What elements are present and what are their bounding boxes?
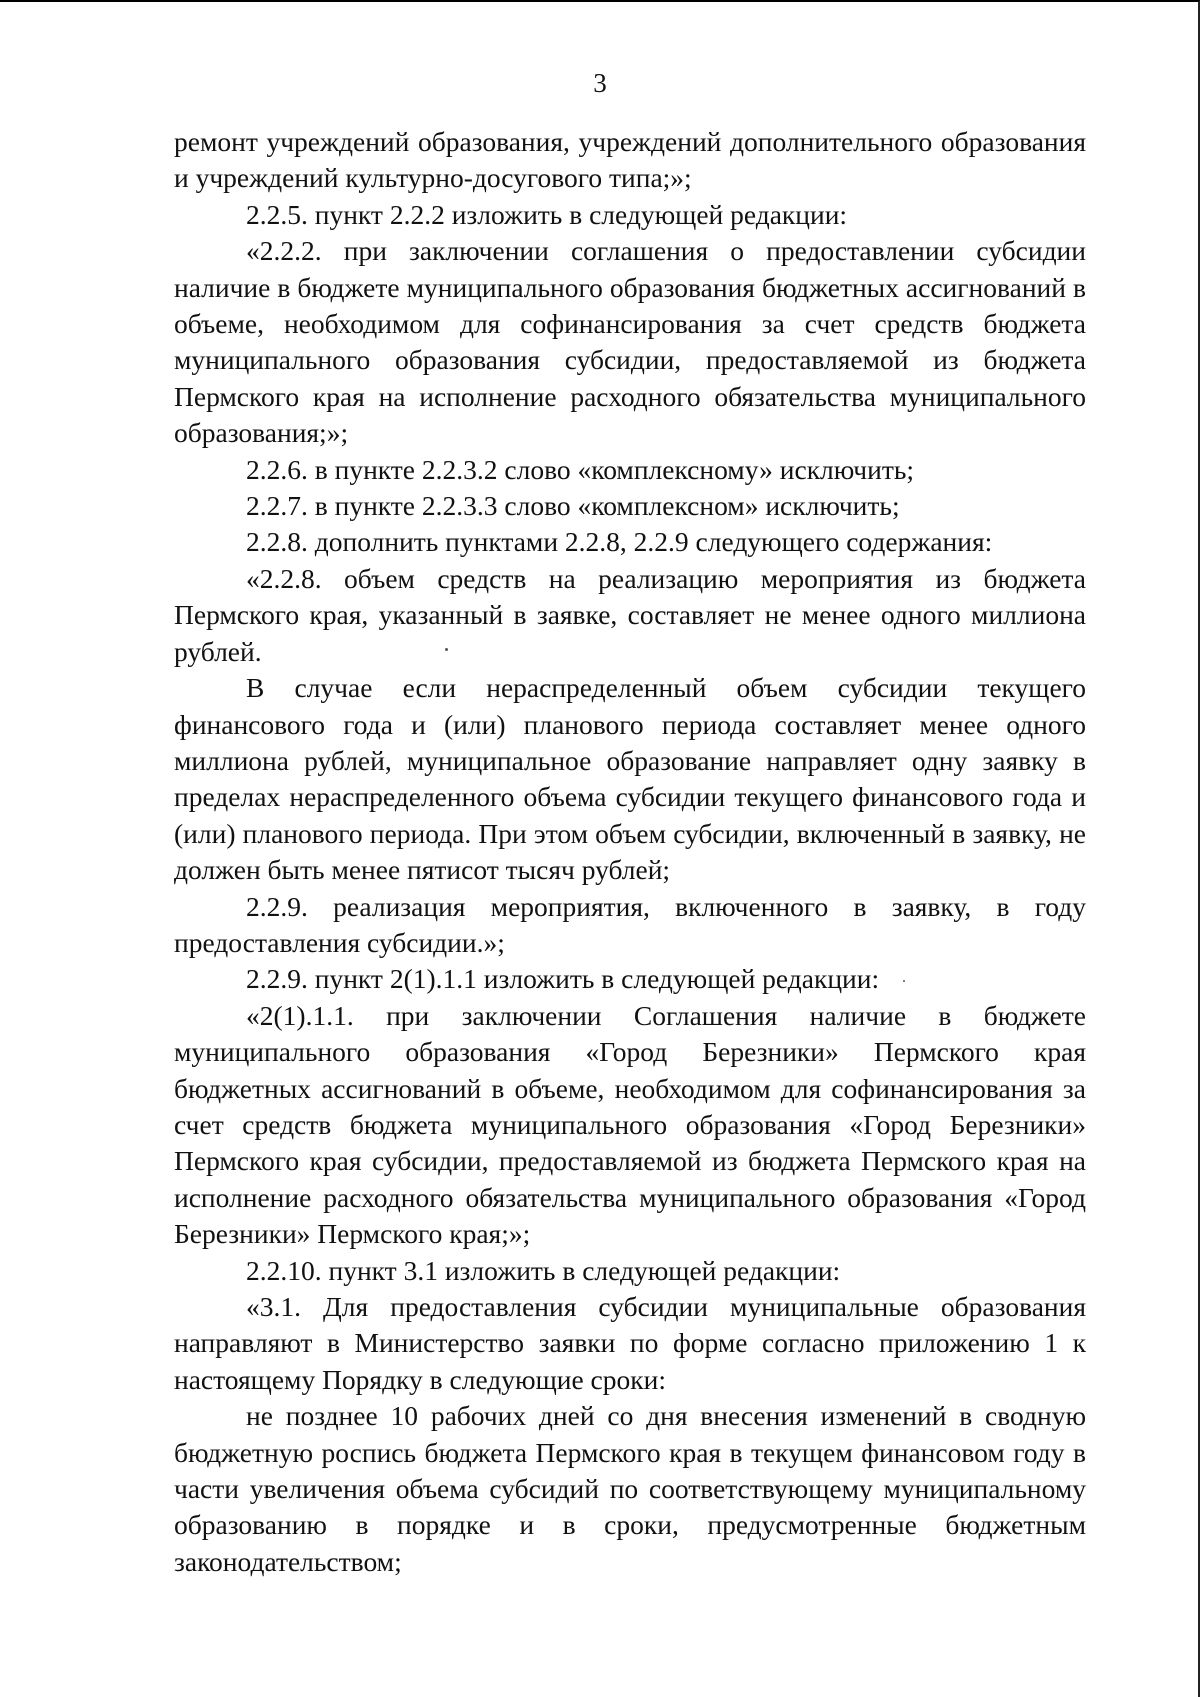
document-body (174, 124, 1086, 1580)
scan-speck (903, 980, 905, 982)
paragraph: ремонт учреждений образования, учреждений дополнительного образования и учреждений культурно-досугового типа;»; (174, 126, 1086, 194)
paragraph: 2.2.9. пункт 2(1).1.1 изложить в следующей редакции: (246, 963, 880, 995)
paragraph: В случае если нераспределенный объем субсидии текущего финансового года и (или) планового периода составляет менее одного миллиона рублей, муниципальное образование направляет одну заявку в пределах нераспределенного объема субсидии текущего финансового года и (или) планового периода. При этом объем субсидии, включенный в заявку, не должен быть менее пятисот тысяч рублей; (174, 672, 1086, 886)
paragraph: «2.2.8. объем средств на реализацию мероприятия из бюджета Пермского края, указанный в заявке, составляет не менее одного миллиона рублей. (174, 562, 1086, 667)
paragraph: «2(1).1.1. при заключении Соглашения наличие в бюджете муниципального образования «Город Березники» Пермского края бюджетных ассигнований в объеме, необходимом для софинансирования за счет средств бюджета муниципального образования «Город Березники» Пермского края субсидии, предоставляемой из бюджета Пермского края на исполнение расходного обязательства муниципального образования «Город Березники» Пермского края;»; (174, 999, 1086, 1250)
paragraph: 2.2.5. пункт 2.2.2 изложить в следующей редакции: (246, 198, 848, 230)
paragraph: 2.2.9. реализация мероприятия, включенного в заявку, в году предоставления субсидии.»; (174, 890, 1086, 958)
paragraph: 2.2.8. дополнить пунктами 2.2.8, 2.2.9 следующего содержания: (246, 526, 993, 558)
paragraph: «2.2.2. при заключении соглашения о предоставлении субсидии наличие в бюджете муниципального образования бюджетных ассигнований в объеме, необходимом для софинансирования за счет средств бюджета муниципального образования субсидии, предоставляемой из бюджета Пермского края на исполнение расходного обязательства муниципального образования;»; (174, 235, 1086, 449)
scan-speck (445, 648, 448, 651)
paragraph: 2.2.6. в пункте 2.2.3.2 слово «комплексному» исключить; (246, 453, 915, 485)
paragraph: 2.2.10. пункт 3.1 изложить в следующей редакции: (246, 1254, 841, 1286)
paragraph: 2.2.7. в пункте 2.2.3.3 слово «комплексном» исключить; (246, 490, 900, 522)
paragraph: «3.1. Для предоставления субсидии муниципальные образования направляют в Министерство заявки по форме согласно приложению 1 к настоящему Порядку в следующие сроки: (174, 1291, 1086, 1395)
paragraph: не позднее 10 рабочих дней со дня внесения изменений в сводную бюджетную роспись бюджета Пермского края в текущем финансовом году в части увеличения объема субсидий по соответствующему муниципальному образованию в порядке и в сроки, предусмотренные бюджетным законодательством; (174, 1400, 1086, 1577)
page-number: 3 (593, 68, 607, 98)
